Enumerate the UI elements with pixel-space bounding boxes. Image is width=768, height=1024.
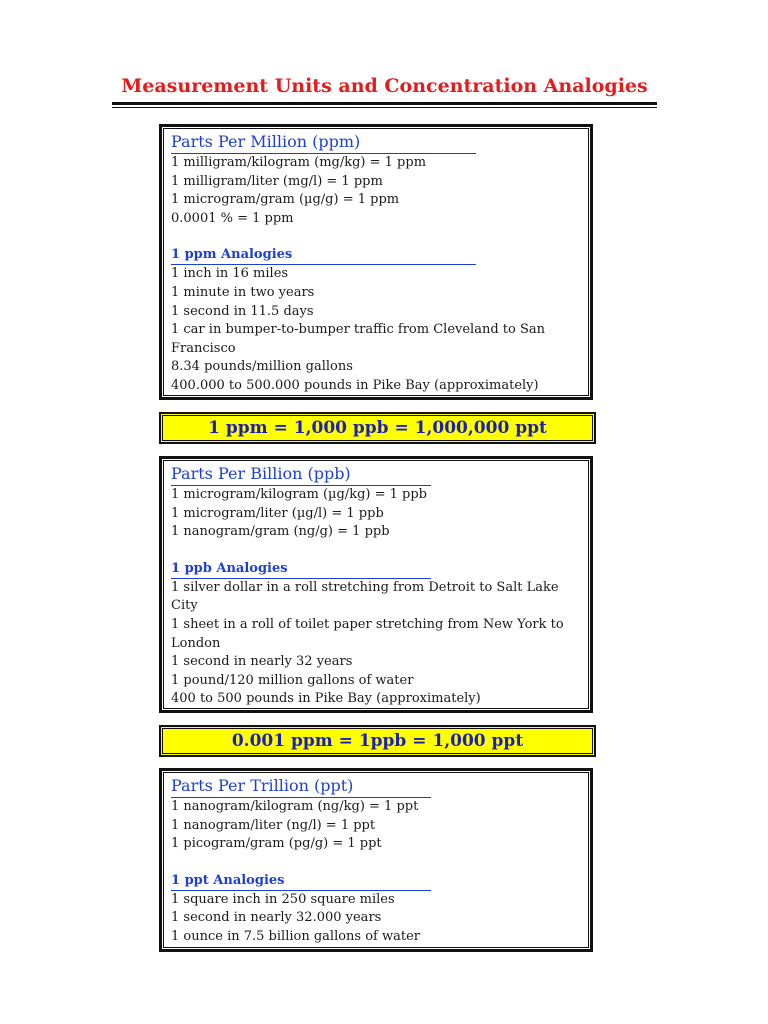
document-title: Measurement Units and Concentration Analogies	[121, 75, 648, 97]
ppm-box	[159, 124, 593, 400]
ppm-analogy: 400.000 to 500.000 pounds in Pike Bay (approximately)	[171, 377, 539, 393]
document-title-wrapper	[112, 72, 657, 100]
ppb-box	[159, 456, 593, 713]
ppm-line: 1 milligram/kilogram (mg/kg) = 1 ppm	[171, 155, 427, 170]
ppm-analogy: 1 inch in 16 miles	[171, 266, 289, 282]
ppt-analogies-heading: 1 ppt Analogies	[171, 872, 431, 891]
ppm-analogy: 1 second in 11.5 days	[171, 303, 314, 319]
ppm-line: 0.0001 % = 1 ppm	[171, 210, 294, 226]
ppt-line: 1 nanogram/liter (ng/l) = 1 ppt	[171, 817, 376, 833]
ppm-line: 1 microgram/gram (µg/g) = 1 ppm	[171, 192, 400, 208]
ppb-analogy: 1 sheet in a roll of toilet paper stretching from New York to London	[171, 616, 564, 651]
ppb-analogy: 1 silver dollar in a roll stretching from Detroit to Salt Lake City	[171, 579, 559, 614]
ppt-line: 1 nanogram/kilogram (ng/kg) = 1 ppt	[171, 799, 419, 814]
ppt-analogy: 1 second in nearly 32.000 years	[171, 910, 382, 926]
ppt-analogy: 1 square inch in 250 square miles	[171, 891, 395, 907]
conversion-banner-1: 1 ppm = 1,000 ppb = 1,000,000 ppt	[159, 412, 596, 444]
ppt-heading: Parts Per Trillion (ppt)	[171, 775, 431, 798]
ppm-analogy: 1 minute in two years	[171, 284, 315, 300]
ppm-analogy: 8.34 pounds/million gallons	[171, 359, 353, 375]
ppt-box	[159, 768, 593, 952]
ppb-analogy: 1 second in nearly 32 years	[171, 654, 353, 670]
ppm-analogy: 1 car in bumper-to-bumper traffic from Cleveland to San Francisco	[171, 322, 546, 356]
ppb-line: 1 nanogram/gram (ng/g) = 1 ppb	[171, 524, 390, 540]
ppb-line: 1 microgram/kilogram (µg/kg) = 1 ppb	[171, 487, 427, 502]
ppb-heading: Parts Per Billion (ppb)	[171, 463, 431, 486]
conversion-banner-2: 0.001 ppm = 1ppb = 1,000 ppt	[159, 725, 596, 757]
ppm-line: 1 milligram/liter (mg/l) = 1 ppm	[171, 173, 383, 189]
ppb-analogies-heading: 1 ppb Analogies	[171, 560, 431, 579]
ppm-heading: Parts Per Million (ppm)	[171, 131, 476, 154]
ppt-line: 1 picogram/gram (pg/g) = 1 ppt	[171, 836, 382, 852]
ppb-analogy: 400 to 500 pounds in Pike Bay (approximately)	[171, 691, 481, 707]
ppm-analogies-heading: 1 ppm Analogies	[171, 246, 476, 265]
ppb-line: 1 microgram/liter (µg/l) = 1 ppb	[171, 505, 384, 521]
title-rule-thick	[112, 102, 657, 105]
ppt-analogy: 1 ounce in 7.5 billion gallons of water	[171, 928, 421, 944]
ppb-analogy: 1 pound/120 million gallons of water	[171, 672, 414, 688]
title-rule-thin	[112, 107, 657, 108]
